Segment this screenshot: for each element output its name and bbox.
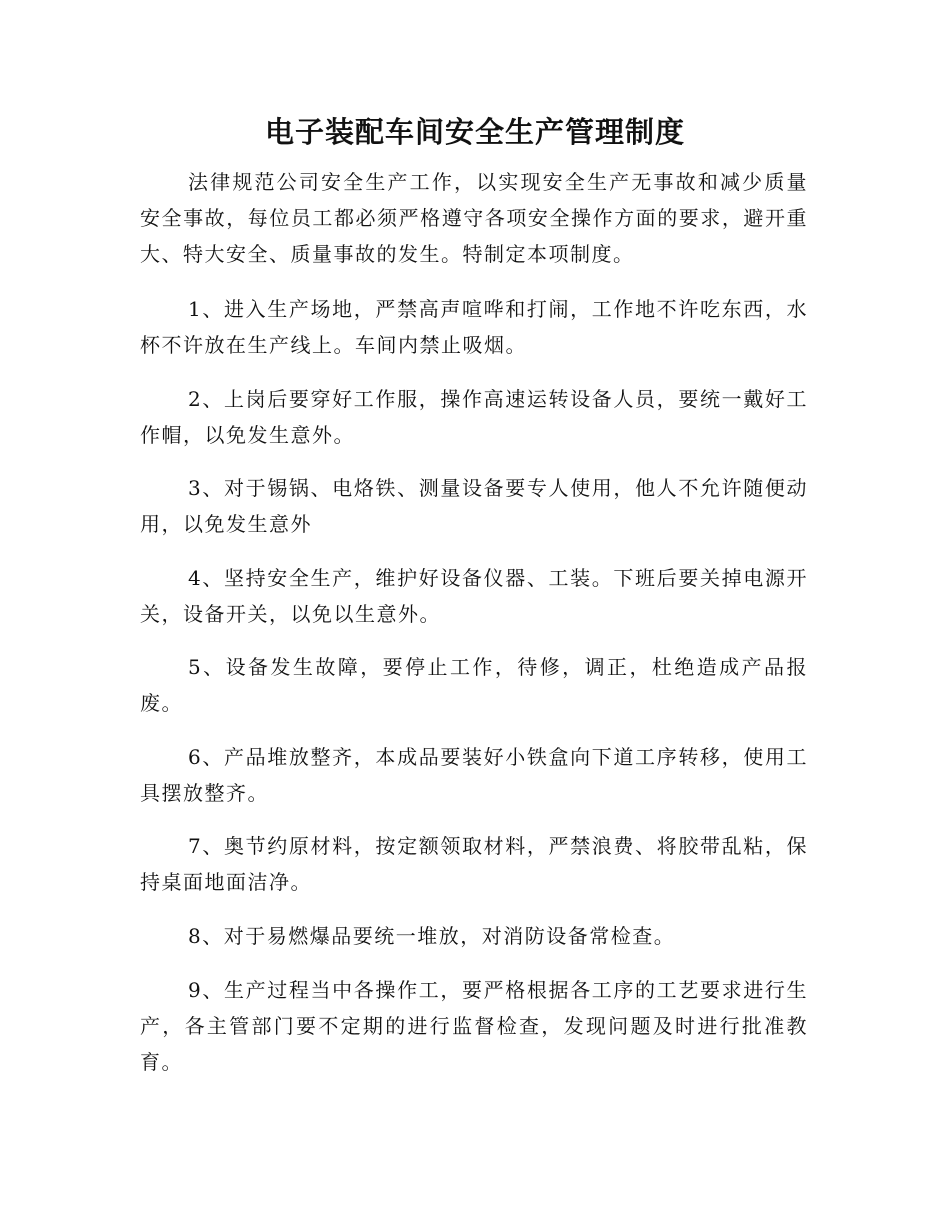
- rule-item-6: 6、产品堆放整齐，本成品要装好小铁盒向下道工序转移，使用工具摆放整齐。: [140, 745, 808, 805]
- rule-item-4: 4、坚持安全生产，维护好设备仪器、工装。下班后要关掉电源开关，设备开关，以免以生意外。: [140, 566, 808, 626]
- rule-item-3: 3、对于锡锅、电烙铁、测量设备要专人使用，他人不允许随便动用，以免发生意外: [140, 476, 808, 536]
- document-title: 电子装配车间安全生产管理制度: [264, 115, 685, 149]
- rule-item-1: 1、进入生产场地，严禁高声喧哗和打闹，工作地不许吃东西，水杯不许放在生产线上。车间内禁止吸烟。: [140, 297, 808, 357]
- rule-item-8: 8、对于易燃爆品要统一堆放，对消防设备常检查。: [188, 924, 676, 948]
- rule-item-5: 5、设备发生故障，要停止工作，待修，调正，杜绝造成产品报废。: [140, 655, 808, 715]
- rule-item-7: 7、奥节约原材料，按定额领取材料，严禁浪费、将胶带乱粘，保持桌面地面洁净。: [140, 834, 808, 894]
- rule-item-9: 9、生产过程当中各操作工，要严格根据各工序的工艺要求进行生产，各主管部门要不定期的进行监督检查，发现问题及时进行批准教育。: [140, 978, 808, 1074]
- intro-paragraph: 法律规范公司安全生产工作，以实现安全生产无事故和减少质量安全事故，每位员工都必须严格遵守各项安全操作方面的要求，避开重大、特大安全、质量事故的发生。特制定本项制度。: [140, 170, 808, 266]
- rule-item-2: 2、上岗后要穿好工作服，操作高速运转设备人员，要统一戴好工作帽，以免发生意外。: [140, 387, 808, 447]
